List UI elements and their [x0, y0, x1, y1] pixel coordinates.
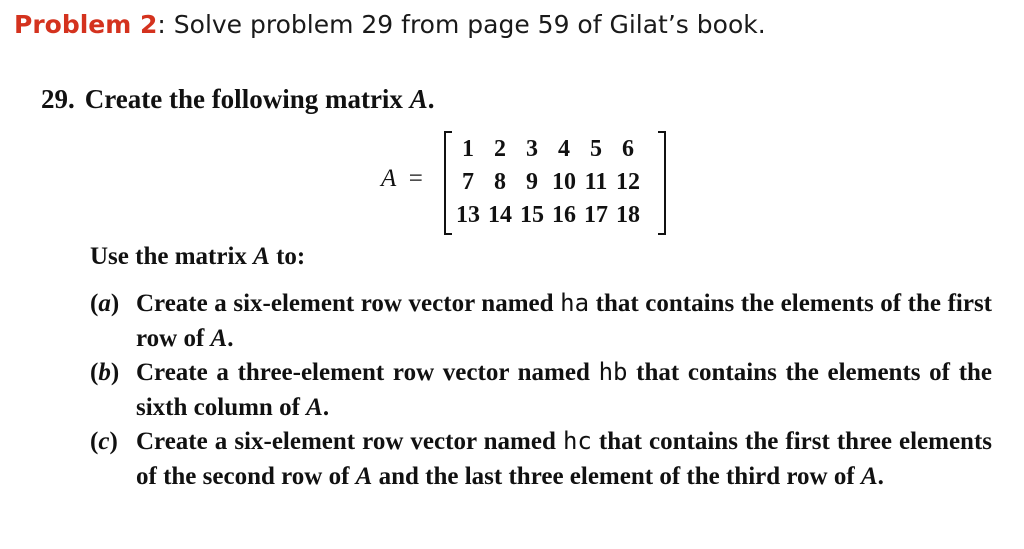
matrix-row	[452, 133, 644, 166]
question-period: .	[427, 84, 435, 114]
matrix-a	[444, 131, 666, 235]
question-var: A	[409, 84, 428, 114]
matrix-name: A	[381, 165, 397, 192]
matrix-cell: 9	[526, 169, 538, 195]
matrix-cell: 7	[462, 169, 474, 195]
matrix-cell: 11	[584, 169, 608, 195]
part-c-letter: c	[98, 428, 110, 455]
part-b-text-2: that contains the elements of the sixth column of	[136, 359, 993, 421]
use-matrix-line	[90, 243, 305, 271]
part-b-var: A	[306, 394, 323, 421]
part-a-text-1: Create a six-element row vector named	[136, 290, 554, 317]
problem-header	[14, 8, 766, 42]
problem-instruction: : Solve problem 29 from page 59 of Gilat’s book.	[157, 10, 766, 39]
left-bracket	[444, 131, 452, 235]
part-a-var: A	[210, 325, 228, 352]
part-a-letter: a	[98, 290, 111, 317]
matrix-cell: 8	[494, 169, 506, 195]
matrix-cell: 2	[494, 136, 506, 162]
matrix-label	[381, 165, 423, 193]
part-b-letter: b	[98, 359, 111, 386]
matrix-table	[452, 133, 644, 232]
use-line-after: to:	[276, 243, 306, 270]
question-number: 29.	[41, 84, 75, 114]
use-line-var: A	[253, 243, 270, 270]
matrix-cell: 17	[584, 202, 608, 228]
part-c-var-2: A	[860, 463, 878, 490]
part-c-text-1: Create a six-element row vector named	[136, 428, 556, 455]
part-c-var: A	[355, 463, 373, 490]
part-a-code: ha	[560, 289, 590, 317]
part-b-text-1: Create a three-element row vector named	[136, 359, 590, 386]
matrix-cell: 4	[558, 136, 570, 162]
part-b-period: .	[322, 394, 330, 421]
part-c-code: hc	[562, 427, 592, 455]
matrix-cell: 16	[552, 202, 576, 228]
matrix-equals: =	[408, 165, 423, 192]
part-c-text	[136, 424, 992, 494]
part-c-label: (c)	[90, 428, 118, 455]
matrix-cell: 5	[590, 136, 602, 162]
use-line-text: Use the matrix	[90, 243, 247, 270]
part-c-text-3: and the last three element of the third row of	[378, 463, 855, 490]
matrix-cell: 18	[616, 202, 640, 228]
matrix-cell: 14	[488, 202, 512, 228]
matrix-cell: 10	[552, 169, 576, 195]
part-b-label: (b)	[90, 359, 120, 386]
matrix-row	[452, 166, 644, 199]
part-b-text	[136, 355, 992, 425]
problem-label: Problem 2	[14, 10, 158, 39]
part-a-text	[136, 286, 992, 356]
part-c-text-2: that contains the first three elements of the second row of	[136, 428, 992, 490]
matrix-row	[452, 199, 644, 232]
matrix-cell: 3	[526, 136, 538, 162]
question-title	[41, 84, 434, 115]
right-bracket	[658, 131, 666, 235]
part-a-label: (a)	[90, 290, 120, 317]
part-a-period: .	[227, 325, 234, 352]
part-b-code: hb	[598, 358, 628, 386]
matrix-cell: 6	[622, 136, 634, 162]
matrix-cell: 15	[520, 202, 544, 228]
matrix-cell: 12	[616, 169, 640, 195]
part-c-period: .	[877, 463, 884, 490]
matrix-cell: 13	[456, 202, 480, 228]
matrix-cell: 1	[462, 136, 474, 162]
part-a-text-2: that contains the elements of the first row of	[136, 290, 993, 352]
question-text: Create the following matrix	[84, 84, 403, 114]
